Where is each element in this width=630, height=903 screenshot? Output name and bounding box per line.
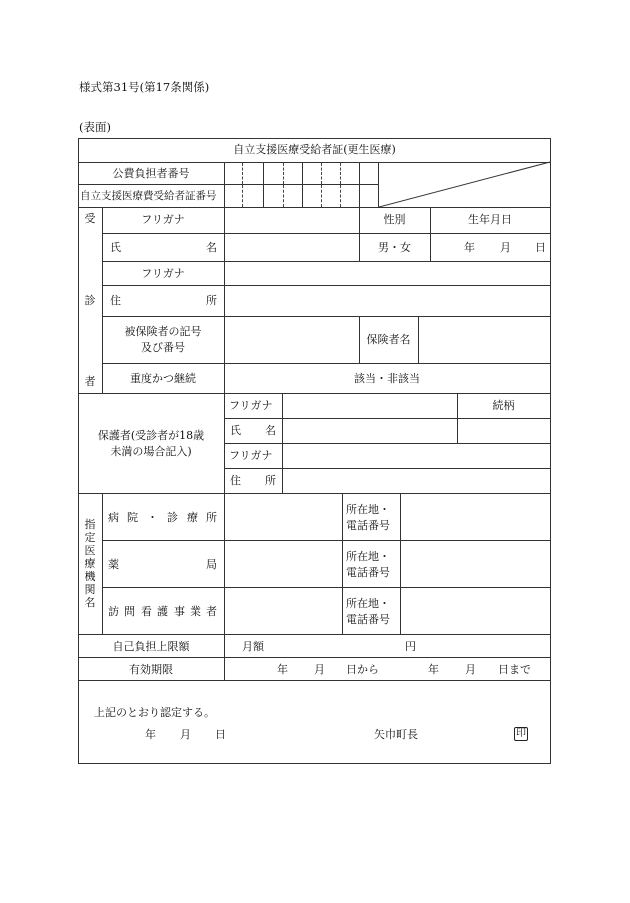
nursing-label: 護 (157, 605, 168, 618)
validity-from-day: 日から (346, 663, 379, 676)
guardian-label: 未満の場合記入) (110, 445, 192, 458)
sex-label: 性別 (383, 213, 406, 226)
address-tel-label: 電話番号 (346, 566, 390, 579)
guardian-name-label: 名 (265, 424, 276, 437)
form-title: 自立支援医療受給者証(更生医療) (233, 143, 396, 156)
guardian-label: 保護者(受診者が18歳 (97, 429, 205, 442)
public-payer-label: 公費負担者番号 (112, 167, 190, 180)
copay-monthly: 月額 (242, 640, 264, 653)
dob-month: 月 (500, 241, 511, 254)
patient-section-char: 診 (84, 294, 96, 307)
severe-continuous-label: 重度かつ継続 (130, 372, 196, 385)
insured-symbol-label: 被保険者の記号 (124, 325, 202, 338)
copay-yen: 円 (405, 640, 416, 653)
patient-address-label: 所 (206, 294, 217, 307)
validity-from-year: 年 (277, 663, 288, 676)
patient-furigana-label: フリガナ (141, 213, 185, 226)
pharmacy-label: 局 (206, 558, 217, 571)
address-tel-label: 所在地・ (346, 597, 390, 610)
patient-name-label: 名 (206, 241, 217, 254)
cert-year: 年 (145, 728, 156, 741)
institution-section-char: 名 (84, 596, 96, 609)
certification-statement: 上記のとおり認定する。 (94, 706, 215, 719)
cert-month: 月 (180, 728, 191, 741)
pharmacy-label: 薬 (108, 558, 119, 571)
nursing-label: 看 (141, 605, 152, 618)
hospital-label: 療 (187, 511, 198, 524)
form-number: 様式第31号(第17条関係) (79, 80, 210, 94)
severe-continuous-options: 該当・非該当 (354, 372, 420, 385)
address-tel-label: 電話番号 (346, 613, 390, 626)
nursing-label: 業 (190, 605, 201, 618)
institution-section-char: 療 (84, 557, 96, 570)
insurer-name-label: 保険者名 (366, 333, 411, 346)
insured-symbol-label: 及び番号 (141, 341, 185, 354)
validity-to-month: 月 (465, 663, 476, 676)
nursing-label: 訪 (108, 605, 119, 618)
guardian-name-label: 氏 (230, 424, 241, 437)
dob-label: 生年月日 (468, 213, 512, 226)
patient-furigana2-label: フリガナ (141, 267, 185, 280)
hospital-label: 院 (127, 511, 138, 524)
cert-day: 日 (215, 728, 226, 741)
institution-section-char: 医 (84, 544, 96, 557)
hospital-label: 病 (108, 511, 119, 524)
nursing-label: 問 (124, 605, 135, 618)
patient-section-char: 者 (84, 375, 96, 388)
patient-address-label: 住 (110, 294, 121, 307)
validity-to-day: 日まで (498, 663, 531, 676)
validity-from-month: 月 (314, 663, 325, 676)
validity-label: 有効期限 (129, 663, 173, 676)
institution-section-char: 指 (84, 518, 96, 531)
relationship-label: 続柄 (492, 399, 515, 412)
institution-section-char: 機 (84, 570, 96, 583)
guardian-address-label: 住 (230, 474, 241, 487)
sex-options: 男・女 (378, 241, 411, 254)
address-tel-label: 所在地・ (346, 550, 390, 563)
guardian-furigana-label: フリガナ (229, 399, 273, 412)
hospital-label: 所 (206, 511, 217, 524)
recipient-number-label: 自立支援医療費受給者証番号 (80, 190, 217, 202)
dob-year: 年 (464, 241, 475, 254)
nursing-label: 事 (174, 605, 185, 618)
hospital-label: ・ (147, 511, 158, 524)
guardian-address-label: 所 (265, 474, 276, 487)
seal-mark: 印 (516, 728, 526, 739)
nursing-label: 者 (206, 605, 217, 618)
hospital-label: 診 (167, 511, 178, 524)
guardian-furigana2-label: フリガナ (229, 449, 273, 462)
patient-section-char: 受 (84, 212, 96, 225)
address-tel-label: 所在地・ (346, 503, 390, 516)
patient-name-label: 氏 (110, 241, 121, 254)
address-tel-label: 電話番号 (346, 519, 390, 532)
form-side: (表面) (79, 120, 111, 134)
institution-section-char: 関 (84, 583, 96, 596)
copay-label: 自己負担上限額 (112, 640, 190, 653)
dob-day: 日 (535, 241, 546, 254)
institution-section-char: 定 (84, 531, 96, 544)
validity-to-year: 年 (428, 663, 439, 676)
mayor-name: 矢巾町長 (374, 728, 418, 741)
